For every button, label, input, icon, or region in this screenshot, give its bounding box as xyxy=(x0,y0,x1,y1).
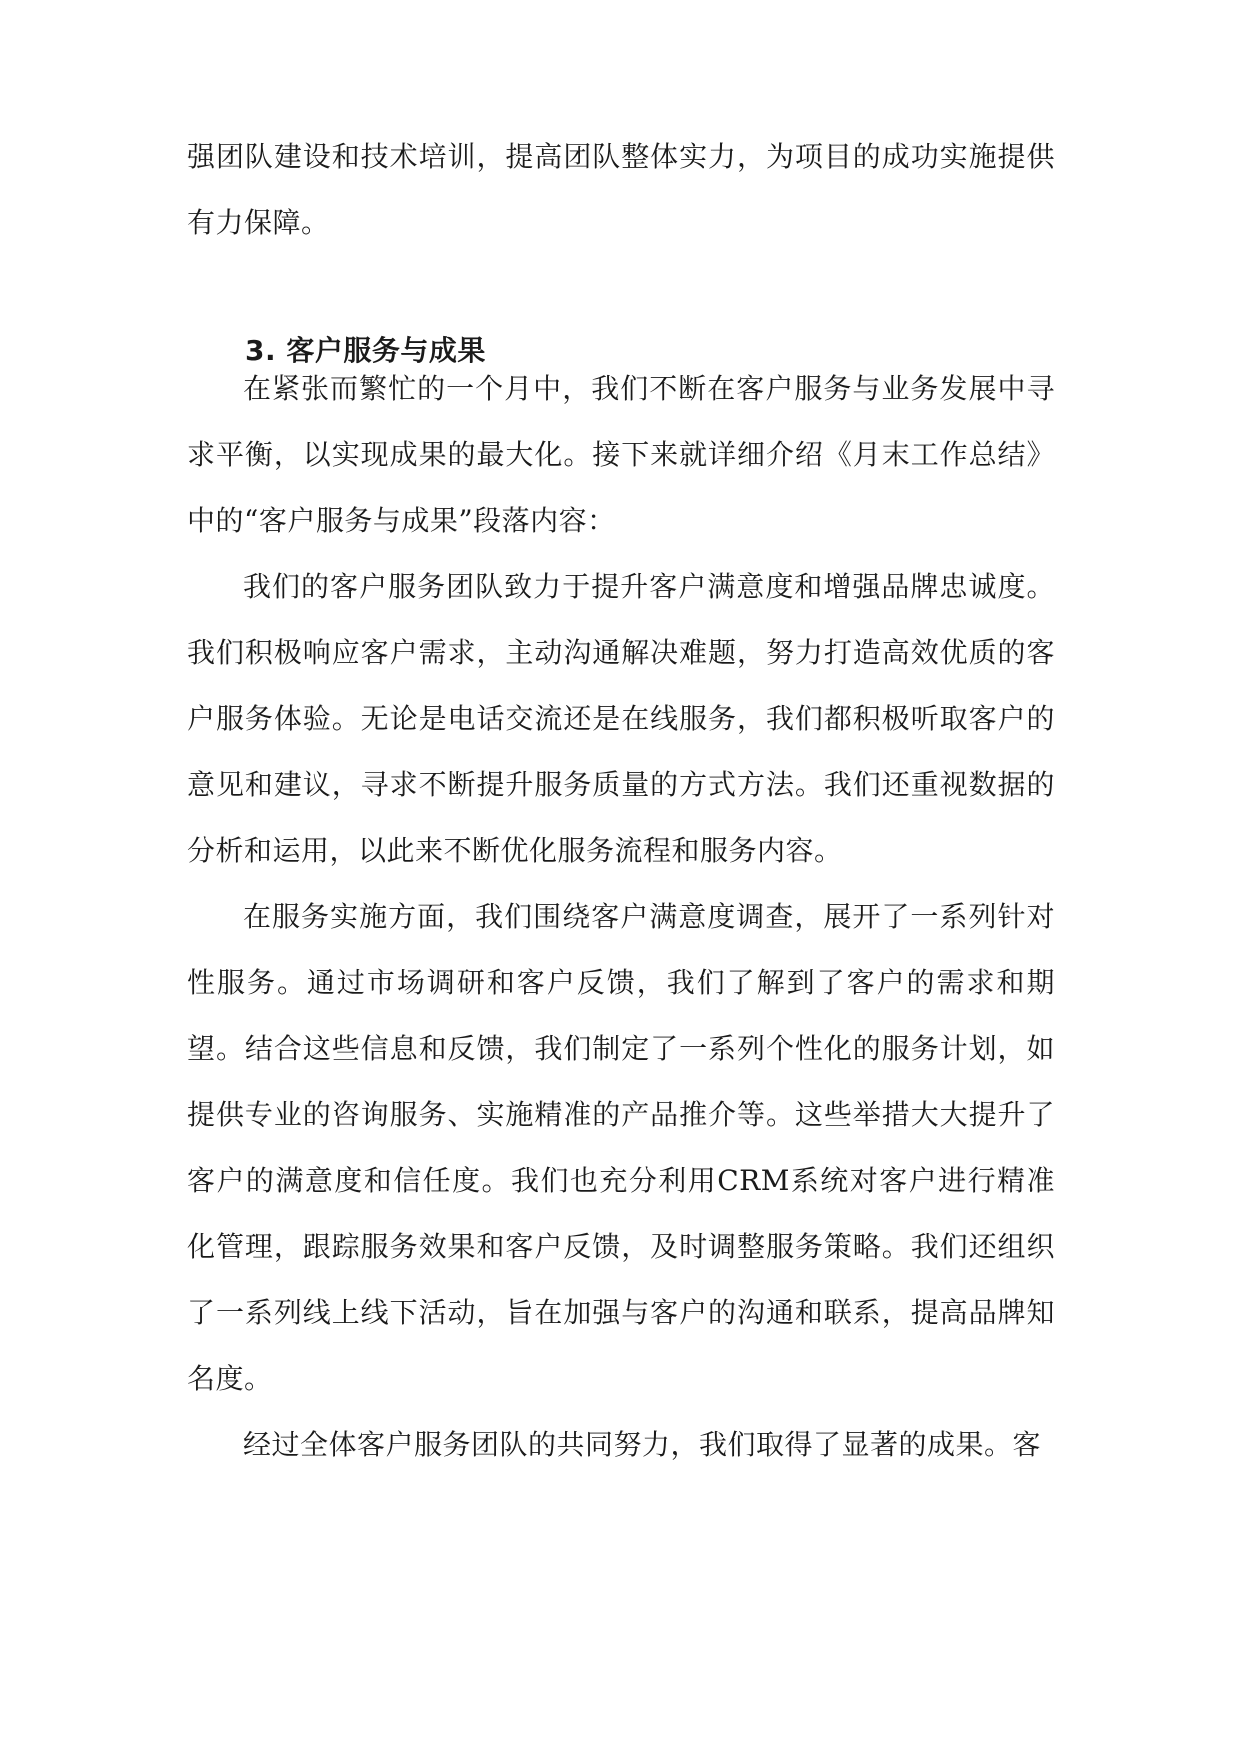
body-paragraph-2: 我们的客户服务团队致力于提升客户满意度和增强品牌忠诚度。我们积极响应客户需求，主动沟通解决难题，努力打造高效优质的客户服务体验。无论是电话交流还是在线服务，我们都积极听取客户的意见和建议，寻求不断提升服务质量的方式方法。我们还重视数据的分析和运用，以此来不断优化服务流程和服务内容。 xyxy=(187,570,1055,867)
body-paragraph-4: 经过全体客户服务团队的共同努力，我们取得了显著的成果。客 xyxy=(243,1428,1042,1461)
section-heading: 3. 客户服务与成果 xyxy=(245,334,486,367)
intro-paragraph: 强团队建设和技术培训，提高团队整体实力，为项目的成功实施提供有力保障。 xyxy=(187,140,1055,239)
section-body xyxy=(187,356,1055,1478)
body-paragraph-1: 在紧张而繁忙的一个月中，我们不断在客户服务与业务发展中寻求平衡，以实现成果的最大化。接下来就详细介绍《月末工作总结》中的“客户服务与成果”段落内容： xyxy=(187,372,1055,537)
body-paragraph-3: 在服务实施方面，我们围绕客户满意度调查，展开了一系列针对性服务。通过市场调研和客户反馈，我们了解到了客户的需求和期望。结合这些信息和反馈，我们制定了一系列个性化的服务计划，如提供专业的咨询服务、实施精准的产品推介等。这些举措大大提升了客户的满意度和信任度。我们也充分利用CRM系统对客户进行精准化管理，跟踪服务效果和客户反馈，及时调整服务策略。我们还组织了一系列线上线下活动，旨在加强与客户的沟通和联系，提高品牌知名度。 xyxy=(187,900,1055,1395)
intro-text-block xyxy=(187,124,1055,256)
